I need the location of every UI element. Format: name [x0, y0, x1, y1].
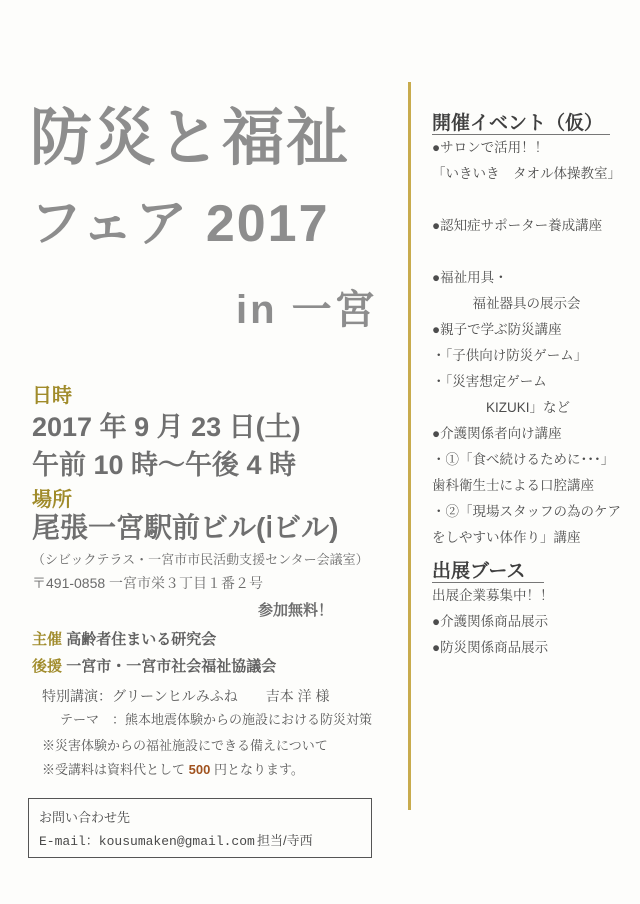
support-label: 後援: [32, 658, 63, 675]
date-value: 2017 年 9 月 23 日(土): [32, 412, 301, 442]
poster-right-column: [426, 0, 640, 904]
contact-person: 担当/寺西: [257, 833, 313, 848]
poster-title-main: 防災と福祉: [30, 104, 351, 173]
list-item: ・「子供向け防災ゲーム」: [432, 348, 588, 363]
place-note: （シビックテラス・一宮市市民活動支援センター会議室）: [32, 552, 369, 567]
list-item: ●介護関係者向け講座: [432, 426, 562, 441]
contact-box: [28, 798, 372, 858]
list-item: ●防災関係商品展示: [432, 640, 549, 655]
list-item: ●親子で学ぶ防災講座: [432, 322, 562, 337]
events-heading-underline: [432, 134, 610, 135]
booth-heading-underline: [432, 582, 544, 583]
special-lecture: 特別講演：グリーンヒルみふね 吉本 洋 様: [42, 688, 330, 704]
place-address: 〒491-0858 一宮市栄３丁目１番２号: [32, 575, 264, 591]
booth-heading: 出展ブース: [432, 561, 526, 582]
list-item: ●サロンで活用！！: [432, 140, 549, 155]
list-item: ・①「食べ続けるために･･･」: [432, 452, 615, 467]
support-value: 一宮市・一宮市社会福祉協議会: [66, 658, 277, 675]
poster-title-sub: フェア 2017: [30, 195, 330, 253]
note-preparedness: ※災害体験からの福祉施設にできる備えについて: [42, 738, 328, 753]
contact-email: E-mail：kousumaken@gmail.com: [39, 834, 255, 849]
events-heading: 開催イベント（仮）: [432, 113, 604, 134]
host-value: 高齢者住まいる研究会: [66, 631, 217, 648]
list-item: ●介護関係商品展示: [432, 614, 549, 629]
list-item: をしやすい体作り」講座: [432, 530, 581, 545]
vertical-divider: [408, 82, 411, 810]
lecture-theme: テーマ ：熊本地震体験からの施設における防災対策: [60, 712, 373, 727]
time-value: 午前 10 時〜午後 4 時: [32, 450, 297, 480]
note-fee-amount: 500: [188, 762, 211, 777]
list-item: ●福祉用具・: [432, 270, 508, 285]
date-label: 日時: [32, 385, 72, 407]
note-fee-suffix: 円となります。: [210, 762, 304, 777]
contact-title: お問い合わせ先: [39, 810, 131, 825]
free-admission-note: 参加無料！: [258, 602, 334, 619]
note-fee: [42, 762, 304, 778]
list-item: ・「災害想定ゲーム: [432, 374, 547, 389]
list-item: ・②「現場スタッフの為のケア: [432, 504, 621, 519]
list-item: KIZUKI」など: [432, 400, 571, 415]
list-item: 出展企業募集中！！: [432, 588, 554, 603]
host-label: 主催: [32, 631, 63, 648]
place-label: 場所: [32, 489, 72, 511]
note-fee-prefix: ※受講料は資料代として: [42, 762, 189, 777]
list-item: 歯科衛生士による口腔講座: [432, 478, 594, 493]
support-row: [32, 655, 276, 676]
list-item: 福祉器具の展示会: [432, 296, 581, 311]
list-item: ●認知症サポーター養成講座: [432, 218, 603, 233]
list-item: 「いきいき タオル体操教室」: [432, 166, 621, 181]
place-value: 尾張一宮駅前ビル(ⅰビル): [32, 512, 339, 543]
poster-title-location: in 一宮: [236, 288, 378, 332]
host-row: [32, 628, 216, 649]
